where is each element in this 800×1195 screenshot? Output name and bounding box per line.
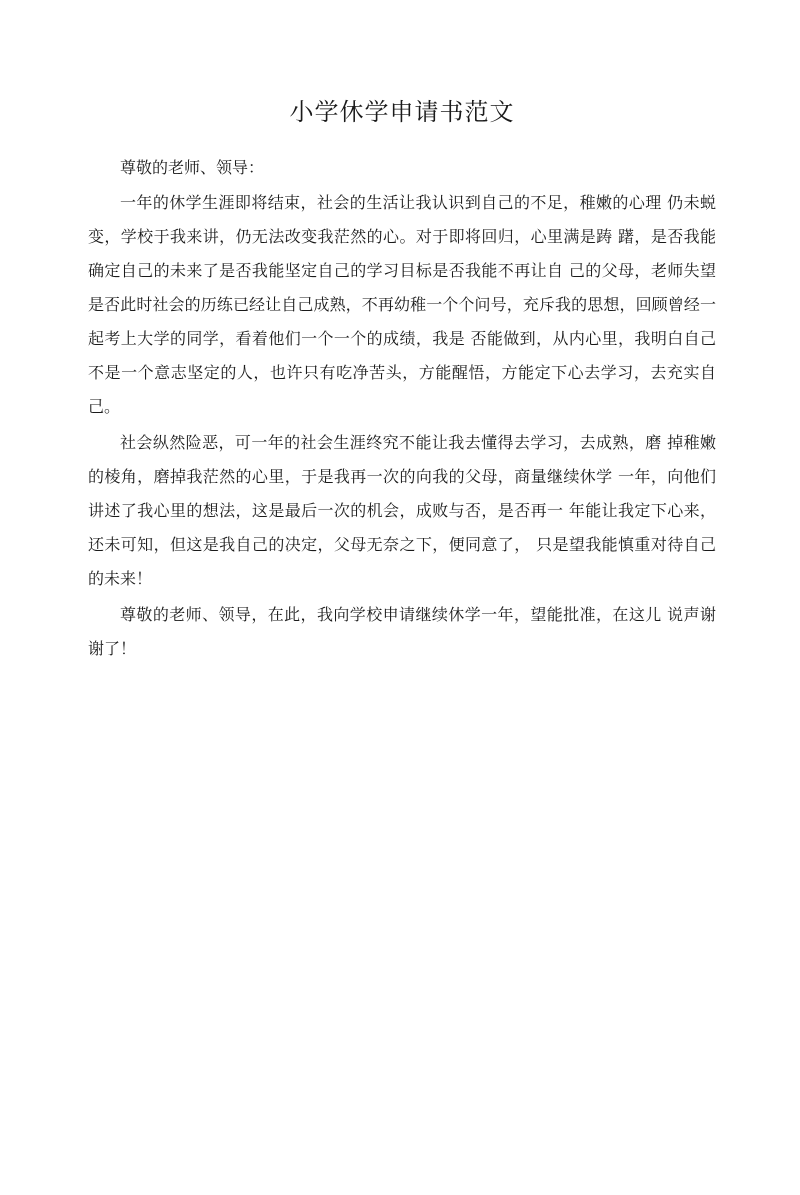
body-paragraph-3: 尊敬的老师、领导，在此，我向学校申请继续休学一年，望能批准，在这儿 说声谢谢了！ — [88, 605, 716, 658]
body-paragraph-1: 一年的休学生涯即将结束，社会的生活让我认识到自己的不足，稚嫩的心理 仍未蜕变，学校于我来讲，仍无法改变我茫然的心。对于即将回归，心里满是踌 躇，是否我能确定自己的未来了是否我能坚定自己的学习目标是否我能不再让自 己的父母，老师失望是否此时社会的历练已经让自己成熟，不再幼稚一个个问号，充斥我的思想，回顾曾经一起考上大学的同学，看着他们一个一个的成绩，我是 否能做到，从内心里，我明白自己不是一个意志坚定的人，也许只有吃净苦头，方能醒悟，方能定下心去学习，去充实自己。 — [88, 193, 716, 416]
document-title: 小学休学申请书范文 — [289, 98, 515, 126]
body-paragraph-2: 社会纵然险恶，可一年的社会生涯终究不能让我去懂得去学习，去成熟，磨 掉稚嫩的棱角，磨掉我茫然的心里，于是我再一次的向我的父母，商量继续休学 一年，向他们讲述了我心里的想法，这是最后一次的机会，成败与否，是否再一 年能让我定下心来，还未可知，但这是我自己的决定，父母无奈之下，便同意了， 只是望我能慎重对待自己的未来！ — [88, 433, 716, 588]
salutation: 尊敬的老师、领导： — [120, 158, 265, 177]
